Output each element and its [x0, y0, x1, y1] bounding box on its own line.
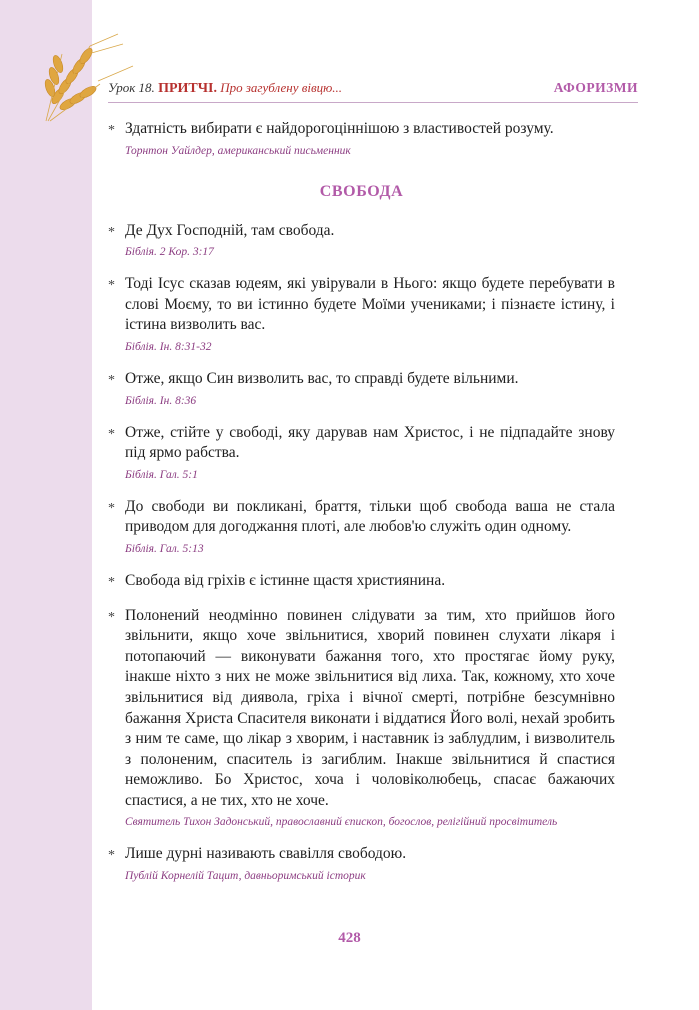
aphorism-text: До свободи ви покликані, браття, тільки щоб свобода ваша не стала приводом для догоджання плоті, але любов'ю служіть один одному. — [125, 497, 615, 536]
aphorism-item — [108, 497, 615, 557]
aphorism-text: Свобода від гріхів є істинне щастя християнина. — [125, 571, 446, 589]
bullet-asterisk: * — [108, 500, 115, 516]
aphorism-text: Здатність вибирати є найдорогоціннішою з властивостей розуму. — [125, 120, 554, 137]
bullet-asterisk: * — [108, 224, 115, 240]
page-number: 428 — [338, 930, 361, 946]
aphorism-item — [108, 119, 615, 159]
margin-band — [0, 0, 92, 1010]
lesson-subtopic: Про загублену вівцю... — [220, 80, 343, 95]
aphorism-source: Біблія. Гал. 5:13 — [125, 542, 204, 555]
aphorism-text: Лише дурні називають свавілля свободою. — [125, 845, 407, 863]
aphorism-list — [108, 221, 615, 884]
aphorism-item — [108, 423, 615, 483]
section-title: СВОБОДА — [319, 182, 404, 200]
aphorism-item — [108, 606, 615, 831]
page-header — [108, 76, 638, 100]
aphorism-source: Біблія. Гал. 5:1 — [125, 468, 198, 481]
aphorism-item — [108, 221, 615, 261]
page-content — [108, 119, 615, 898]
aphorism-text: Отже, стійте у свободі, яку дарував нам Христос, і не підпадайте знову під ярмо рабства. — [125, 423, 615, 462]
aphorism-source: Біблія. Ін. 8:31-32 — [125, 340, 212, 353]
aphorism-item — [108, 844, 615, 884]
lesson-number: Урок 18. — [108, 80, 155, 95]
bullet-asterisk: * — [108, 609, 115, 625]
aphorism-source: Святитель Тихон Задонський, православний єпископ, богослов, релігійний просвітитель — [125, 816, 558, 829]
bullet-asterisk: * — [108, 278, 115, 294]
aphorism-text: Отже, якщо Син визволить вас, то справді будете вільними. — [125, 369, 519, 387]
aphorism-source: Біблія. Ін. 8:36 — [125, 394, 197, 407]
bullet-asterisk: * — [108, 426, 115, 442]
header-divider — [108, 102, 638, 103]
bullet-asterisk: * — [108, 574, 115, 590]
aphorism-text: Тоді Ісус сказав юдеям, які увірували в Нього: якщо будете перебувати в слові Моєму, то ви істинно будете Моїми учениками; і пізнаєте істину, і істина визволить вас. — [125, 275, 615, 334]
aphorism-item — [108, 369, 615, 409]
bullet-asterisk: * — [108, 848, 115, 864]
aphorism-item — [108, 274, 615, 355]
aphorism-text: Полонений неодмінно повинен слідувати за тим, хто прийшов його звільнити, якщо хоче звільнитися, хворий повинен слухати лікаря і потопаючий — виконувати бажання того, хто простягає йому руку, інакше ніхто з них не може звільнитися від лиха. Так, кожному, хто хоче звільнитися від диявола, гріха і вічної смерті, потрібне безсумнівно бажання Христа Спасителя виконати і віддатися Його волі, нехай зробить з ним те саме, що лікар з хворим, і наставник із заблудлим, і визволитель з полоненим, спаситель із загиблим. Інакше звільнитися й спастися неможливо. Бо Христос, хоча і чоловіколюбець, спасає бажаючих спастися, а не тих, хто не хоче. — [125, 606, 615, 809]
lesson-topic: ПРИТЧІ. — [158, 81, 217, 96]
aphorism-source: Торнтон Уайлдер, американський письменник — [125, 144, 351, 157]
aphorism-source: Публій Корнелій Тацит, давньоримський історик — [125, 870, 366, 883]
aphorism-text: Де Дух Господній, там свобода. — [125, 221, 335, 239]
lesson-heading — [108, 80, 342, 97]
bullet-asterisk: * — [108, 372, 115, 388]
bullet-asterisk: * — [108, 123, 115, 138]
section-label: АФОРИЗМИ — [553, 80, 638, 95]
aphorism-item — [108, 571, 615, 592]
aphorism-source: Біблія. 2 Кор. 3:17 — [125, 246, 214, 259]
